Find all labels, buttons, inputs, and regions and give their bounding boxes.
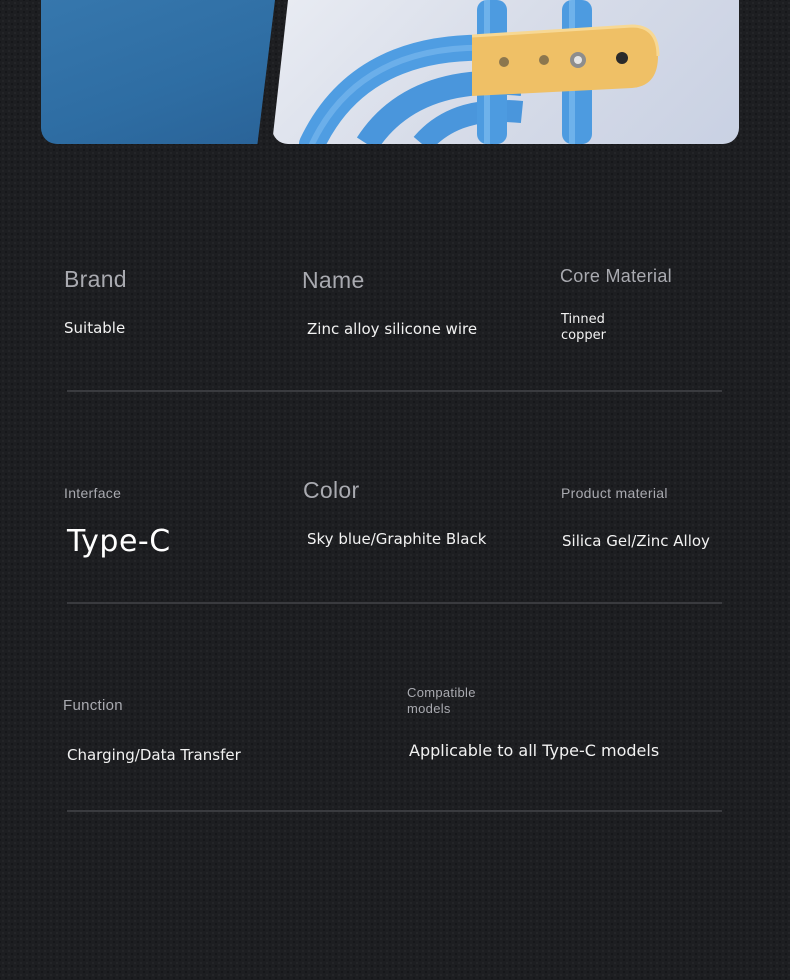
function-label: Function — [63, 697, 123, 714]
color-label: Color — [303, 477, 360, 503]
coiled-cable-image — [272, 0, 739, 144]
product-material-value: Silica Gel/Zinc Alloy — [562, 532, 710, 550]
compatible-models-label-line1: Compatible — [407, 685, 476, 700]
row-divider-3 — [67, 810, 722, 812]
core-material-label: Core Material — [560, 266, 672, 286]
core-material-value-line1: Tinned — [561, 312, 605, 327]
compatible-models-value: Applicable to all Type-C models — [409, 741, 660, 760]
cable-closeup-image — [41, 0, 275, 144]
core-material-value-line2: copper — [561, 328, 606, 343]
interface-label: Interface — [64, 485, 122, 501]
color-value: Sky blue/Graphite Black — [307, 530, 487, 548]
interface-value: Type-C — [67, 524, 171, 559]
name-label: Name — [302, 267, 365, 293]
brand-label: Brand — [64, 266, 127, 292]
product-material-label: Product material — [561, 485, 668, 501]
name-value: Zinc alloy silicone wire — [307, 320, 478, 338]
row-divider-1 — [67, 390, 722, 392]
function-value: Charging/Data Transfer — [67, 746, 241, 764]
row-divider-2 — [67, 602, 722, 604]
brand-value: Suitable — [64, 319, 126, 337]
product-photo-strip — [0, 0, 790, 150]
compatible-models-label-line2: models — [407, 701, 451, 716]
